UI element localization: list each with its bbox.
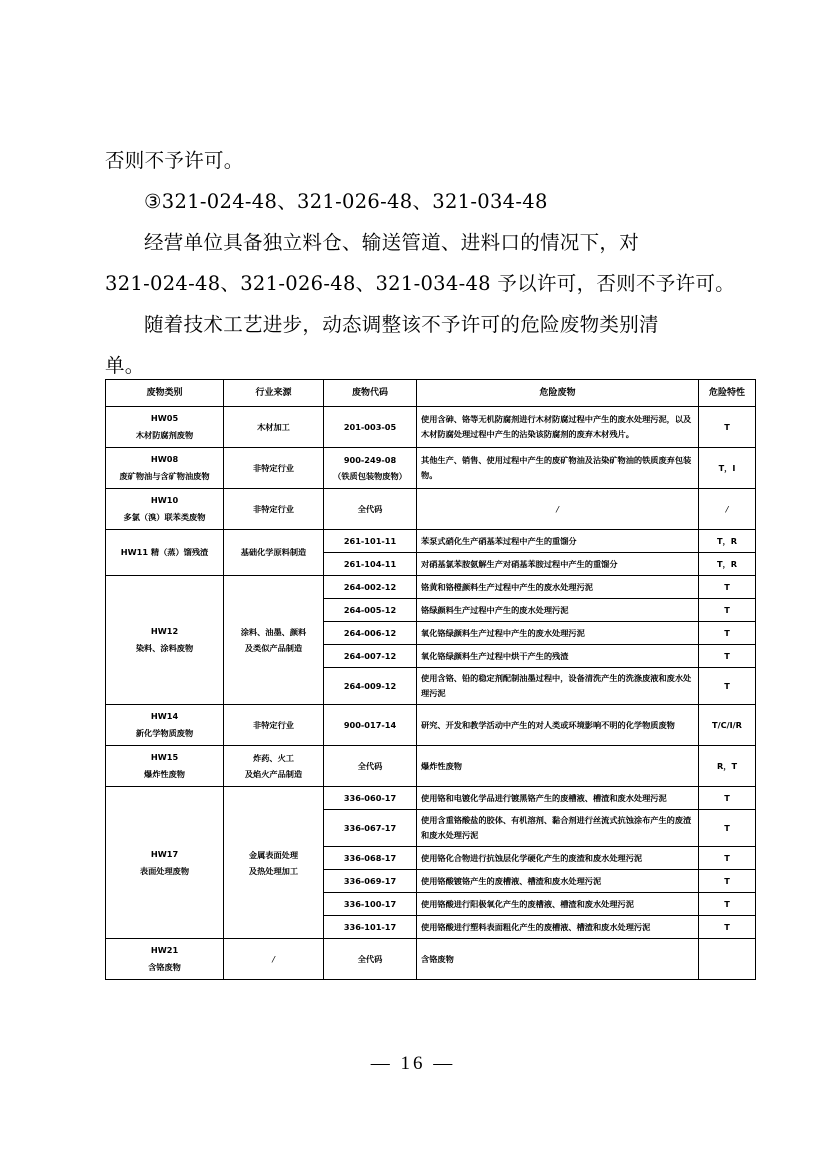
cell-waste-description: 其他生产、销售、使用过程中产生的废矿物油及沾染矿物油的铁质废弃包装物。 [417,448,699,489]
category-id: HW17 [150,848,179,859]
cell-category [106,939,224,980]
waste-code: 336-101-17 [343,922,397,932]
header-industry: 行业来源 [224,380,324,407]
cell-hazard-property: T [699,810,756,847]
cell-waste-description: 研究、开发和教学活动中产生的对人类或环境影响不明的化学物质废物 [417,705,699,746]
category-name: 废矿物油与含矿物油废物 [119,471,210,481]
cell-industry: 木材加工 [224,407,324,448]
hazardous-waste-table [105,379,756,980]
table-row [106,787,756,810]
cell-waste-description: 爆炸性废物 [417,746,699,787]
table-row [106,746,756,787]
waste-code-note: （铁质包装物废物） [333,471,407,481]
waste-code: 264-007-12 [343,651,397,661]
cell-waste-description: 使用铬酸进行塑料表面粗化产生的废槽液、槽渣和废水处理污泥 [417,916,699,939]
cell-waste-code [324,787,417,810]
paragraph-5: 随着技术工艺进步，动态调整该不予许可的危险废物类别清 [144,313,659,336]
table-row [106,489,756,530]
paragraph-2: ③321-024-48、321-026-48、321-034-48 [144,190,548,213]
industry-line: 金属表面处理 [248,849,299,860]
cell-hazard-property: T [699,916,756,939]
header-waste: 危险废物 [417,380,699,407]
cell-hazard-property: T，R [699,553,756,576]
cell-hazard-property: T [699,847,756,870]
cell-hazard-property: T [699,576,756,599]
header-code: 废物代码 [324,380,417,407]
category-name: 多氯（溴）联苯类废物 [123,512,206,522]
industry-line: 及热处理加工 [248,865,299,876]
table-row [106,705,756,746]
category-name: 木材防腐剂废物 [135,430,194,440]
cell-hazard-property: T，R [699,530,756,553]
cell-waste-code [324,870,417,893]
cell-waste-description: 使用含重铬酸盐的胶体、有机溶剂、黏合剂进行丝流式抗蚀涂布产生的废渣和废水处理污泥 [417,810,699,847]
category-id: HW11 [120,547,149,557]
table-row [106,939,756,980]
cell-industry [224,787,324,939]
cell-waste-description: 对硝基氯苯胺氨解生产对硝基苯胺过程中产生的重馏分 [417,553,699,576]
table-row [106,407,756,448]
cell-category [106,746,224,787]
cell-waste-code [324,705,417,746]
cell-hazard-property: T [699,893,756,916]
waste-code: 全代码 [357,504,383,514]
cell-waste-code [324,810,417,847]
cell-waste-description: 铬黄和铬橙颜料生产过程中产生的废水处理污泥 [417,576,699,599]
waste-code: 201-003-05 [343,422,397,432]
category-id: HW12 [150,626,179,636]
cell-industry: 非特定行业 [224,489,324,530]
paragraph-4: 321-024-48、321-026-48、321-034-48 予以许可，否则不予许可。 [105,272,735,295]
cell-category [106,489,224,530]
cell-category [106,448,224,489]
cell-hazard-property: T [699,870,756,893]
cell-waste-code [324,530,417,553]
waste-description: / [556,503,559,514]
cell-hazard-property: T [699,407,756,448]
cell-waste-description: 铬绿颜料生产过程中产生的废水处理污泥 [417,599,699,622]
cell-waste-code [324,622,417,645]
cell-waste-description: 含铬废物 [417,939,699,980]
industry-value: / [272,953,275,964]
cell-waste-code [324,407,417,448]
waste-code: 261-101-11 [343,536,397,546]
category-name: 精（蒸）馏残渣 [150,547,209,557]
cell-hazard-property: T [699,622,756,645]
category-name: 染料、涂料废物 [135,643,194,653]
cell-waste-code [324,847,417,870]
cell-waste-description: 使用含砷、铬等无机防腐剂进行木材防腐过程中产生的废水处理污泥，以及木材防腐处理过程中产生的沾染该防腐剂的废弃木材残片。 [417,407,699,448]
waste-code: 261-104-11 [343,559,397,569]
header-category: 废物类别 [106,380,224,407]
cell-waste-code [324,939,417,980]
category-name: 表面处理废物 [139,865,190,876]
waste-code: 全代码 [357,761,383,771]
category-name: 爆炸性废物 [144,769,185,779]
waste-code: 264-002-12 [343,582,397,592]
cell-industry: 基础化学原料制造 [224,530,324,576]
waste-code: 264-009-12 [343,681,397,691]
waste-code: 264-006-12 [343,628,397,638]
category-id: HW05 [150,413,179,423]
waste-code: 336-100-17 [343,899,397,909]
table-row [106,530,756,553]
cell-hazard-property [699,489,756,530]
cell-industry [224,576,324,705]
paragraph-6: 单。 [105,354,145,377]
table-header [106,380,756,407]
cell-hazard-property: T [699,787,756,810]
cell-waste-code [324,448,417,489]
cell-hazard-property [699,939,756,980]
waste-code: 336-060-17 [343,793,397,803]
cell-hazard-property: T [699,645,756,668]
paragraph-3: 经营单位具备独立料仓、输送管道、进料口的情况下，对 [144,231,640,254]
cell-waste-code [324,746,417,787]
category-id: HW21 [150,945,179,955]
cell-category [106,576,224,705]
category-id: HW14 [150,711,179,721]
category-id: HW15 [150,752,179,762]
cell-waste-description: 使用含铬、铅的稳定剂配制油墨过程中，设备清洗产生的洗涤废液和废水处理污泥 [417,668,699,705]
cell-waste-code [324,893,417,916]
cell-category [106,407,224,448]
page-number: — 16 — [370,1053,456,1074]
table-body [106,407,756,980]
waste-code: 264-005-12 [343,605,397,615]
cell-waste-description: 使用铬酸镀铬产生的废槽液、槽渣和废水处理污泥 [417,870,699,893]
industry-line: 炸药、火工 [253,753,294,763]
cell-waste-description: 使用铬酸进行阳极氧化产生的废槽液、槽渣和废水处理污泥 [417,893,699,916]
cell-waste-description: 使用铬和电镀化学品进行镀黑铬产生的废槽液、槽渣和废水处理污泥 [417,787,699,810]
category-id: HW10 [150,495,179,505]
hazard-property: / [725,503,729,514]
industry-line: 及焰火产品制造 [244,769,303,779]
cell-waste-description: 氧化铬绿颜料生产过程中烘干产生的残渣 [417,645,699,668]
paragraph-1: 否则不予许可。 [105,149,244,172]
cell-waste-description: 使用铬化合物进行抗蚀层化学硬化产生的废渣和废水处理污泥 [417,847,699,870]
cell-waste-code [324,576,417,599]
cell-category [106,530,224,576]
body-text-block [105,140,735,386]
table-header-row [106,380,756,407]
cell-waste-description [417,489,699,530]
cell-category [106,787,224,939]
cell-waste-description: 氧化铬绿颜料生产过程中产生的废水处理污泥 [417,622,699,645]
cell-hazard-property: R，T [699,746,756,787]
cell-waste-description: 苯泵式硝化生产硝基苯过程中产生的重馏分 [417,530,699,553]
cell-waste-code [324,668,417,705]
header-hazard: 危险特性 [699,380,756,407]
waste-code: 336-069-17 [343,876,397,886]
cell-industry [224,939,324,980]
industry-line: 及类似产品制造 [244,643,303,653]
cell-industry [224,746,324,787]
cell-waste-code [324,645,417,668]
industry-line: 涂料、油墨、颜料 [240,627,307,637]
category-id: HW08 [150,454,179,464]
category-name: 新化学物质废物 [135,728,194,738]
waste-code: 336-068-17 [343,853,397,863]
cell-hazard-property: T [699,599,756,622]
waste-code: 900-017-14 [343,720,397,730]
cell-industry: 非特定行业 [224,448,324,489]
table-row [106,448,756,489]
cell-category [106,705,224,746]
cell-hazard-property: T/C/I/R [699,705,756,746]
waste-code: 900-249-08 [343,455,397,465]
cell-hazard-property: T，I [699,448,756,489]
cell-waste-code [324,916,417,939]
category-name: 含铬废物 [148,962,181,972]
waste-code: 336-067-17 [343,823,397,833]
cell-hazard-property: T [699,668,756,705]
table-row [106,576,756,599]
waste-code: 全代码 [357,954,383,964]
cell-waste-code [324,553,417,576]
cell-waste-code [324,599,417,622]
cell-waste-code [324,489,417,530]
cell-industry: 非特定行业 [224,705,324,746]
